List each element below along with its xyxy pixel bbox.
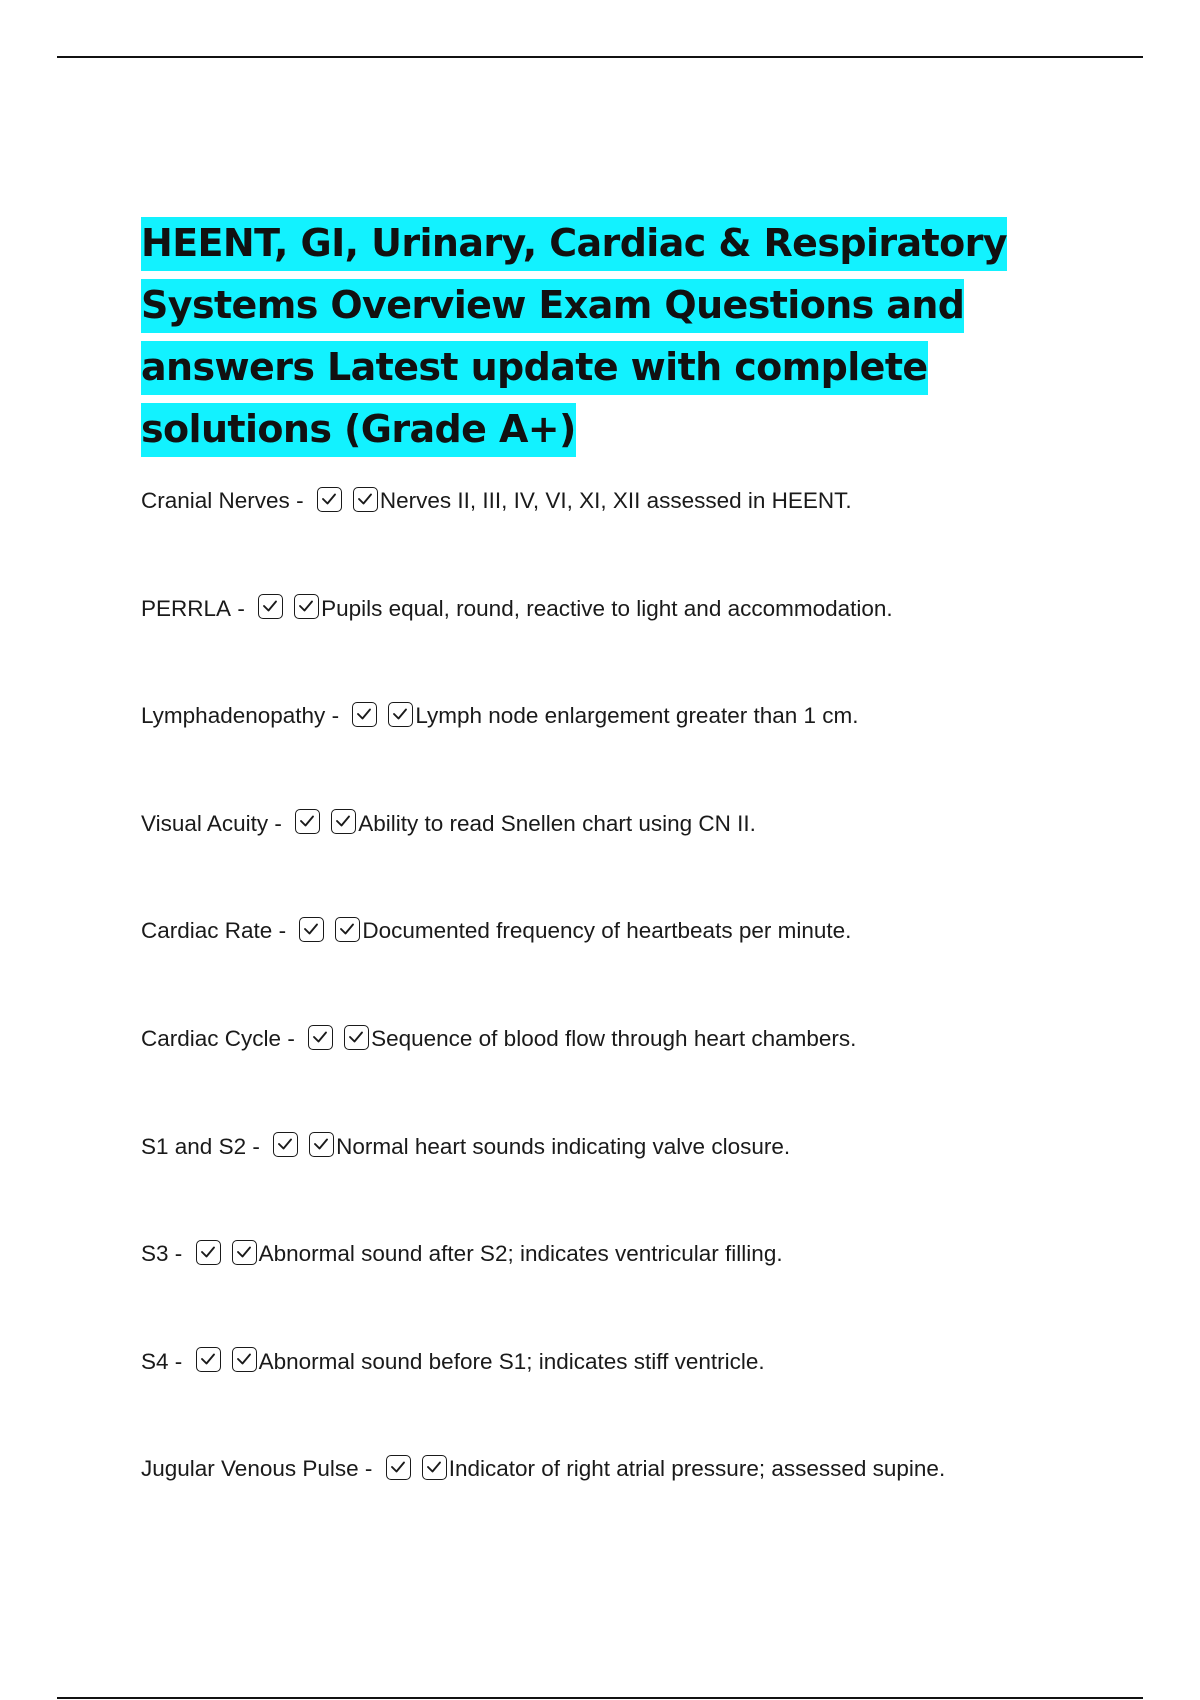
qa-separator: - bbox=[278, 918, 287, 944]
checkbox-checked-icon bbox=[331, 809, 356, 834]
title-line: solutions (Grade A+) bbox=[141, 403, 576, 457]
checkbox-checked-icon bbox=[295, 809, 320, 834]
qa-separator: - bbox=[296, 488, 304, 514]
checkbox-checked-icon bbox=[308, 1025, 333, 1050]
footer-rule bbox=[57, 1697, 1143, 1699]
qa-item bbox=[141, 1020, 1141, 1128]
qa-term: S4 bbox=[141, 1348, 169, 1374]
document-title bbox=[141, 212, 1041, 460]
qa-answer: Sequence of blood flow through heart chambers. bbox=[371, 1026, 857, 1052]
checkbox-checked-icon bbox=[196, 1347, 221, 1372]
checkbox-checked-icon bbox=[317, 487, 342, 512]
qa-list bbox=[141, 482, 1141, 1558]
qa-answer: Lymph node enlargement greater than 1 cm. bbox=[415, 703, 859, 729]
checkbox-checked-icon bbox=[344, 1025, 369, 1050]
checkbox-checked-icon bbox=[388, 702, 413, 727]
checkbox-checked-icon bbox=[309, 1132, 334, 1157]
checkbox-checked-icon bbox=[299, 917, 324, 942]
qa-item bbox=[141, 912, 1141, 1020]
qa-separator: - bbox=[274, 810, 282, 836]
qa-term: Cranial Nerves bbox=[141, 488, 290, 514]
qa-item bbox=[141, 590, 1141, 698]
qa-answer: Nerves II, III, IV, VI, XI, XII assessed in HEENT. bbox=[379, 488, 852, 514]
qa-item bbox=[141, 1343, 1141, 1451]
qa-separator: - bbox=[174, 1348, 183, 1374]
qa-answer: Abnormal sound before S1; indicates stiff ventricle. bbox=[258, 1348, 765, 1374]
qa-term: Visual Acuity bbox=[141, 810, 269, 836]
qa-separator: - bbox=[237, 595, 245, 621]
title-line: HEENT, GI, Urinary, Cardiac & Respiratory bbox=[141, 217, 1007, 271]
qa-answer: Abnormal sound after S2; indicates ventricular filling. bbox=[258, 1241, 783, 1267]
qa-separator: - bbox=[252, 1133, 260, 1159]
title-line: Systems Overview Exam Questions and bbox=[141, 279, 964, 333]
qa-item bbox=[141, 482, 1141, 590]
checkbox-checked-icon bbox=[273, 1132, 298, 1157]
checkbox-checked-icon bbox=[294, 594, 319, 619]
qa-separator: - bbox=[287, 1026, 295, 1052]
qa-term: Lymphadenopathy bbox=[141, 703, 326, 729]
qa-answer: Pupils equal, round, reactive to light and accommodation. bbox=[321, 595, 893, 621]
checkbox-checked-icon bbox=[258, 594, 283, 619]
header-rule bbox=[57, 56, 1143, 58]
qa-answer: Indicator of right atrial pressure; assessed supine. bbox=[448, 1456, 946, 1482]
qa-item bbox=[141, 805, 1141, 913]
qa-item bbox=[141, 697, 1141, 805]
qa-separator: - bbox=[364, 1456, 373, 1482]
qa-separator: - bbox=[174, 1241, 183, 1267]
qa-answer: Documented frequency of heartbeats per minute. bbox=[362, 918, 852, 944]
qa-item bbox=[141, 1450, 1141, 1558]
checkbox-checked-icon bbox=[196, 1240, 221, 1265]
checkbox-checked-icon bbox=[422, 1455, 447, 1480]
qa-term: Cardiac Rate bbox=[141, 918, 273, 944]
checkbox-checked-icon bbox=[352, 702, 377, 727]
qa-separator: - bbox=[331, 703, 340, 729]
qa-item bbox=[141, 1128, 1141, 1236]
title-line: answers Latest update with complete bbox=[141, 341, 928, 395]
qa-answer: Normal heart sounds indicating valve closure. bbox=[336, 1133, 791, 1159]
checkbox-checked-icon bbox=[335, 917, 360, 942]
qa-term: Jugular Venous Pulse bbox=[141, 1456, 359, 1482]
qa-term: S3 bbox=[141, 1241, 169, 1267]
checkbox-checked-icon bbox=[386, 1455, 411, 1480]
checkbox-checked-icon bbox=[232, 1347, 257, 1372]
checkbox-checked-icon bbox=[232, 1240, 257, 1265]
qa-term: S1 and S2 bbox=[141, 1133, 247, 1159]
checkbox-checked-icon bbox=[353, 487, 378, 512]
qa-term: Cardiac Cycle bbox=[141, 1026, 282, 1052]
qa-term: PERRLA bbox=[141, 595, 232, 621]
qa-answer: Ability to read Snellen chart using CN II. bbox=[358, 810, 756, 836]
qa-item bbox=[141, 1235, 1141, 1343]
